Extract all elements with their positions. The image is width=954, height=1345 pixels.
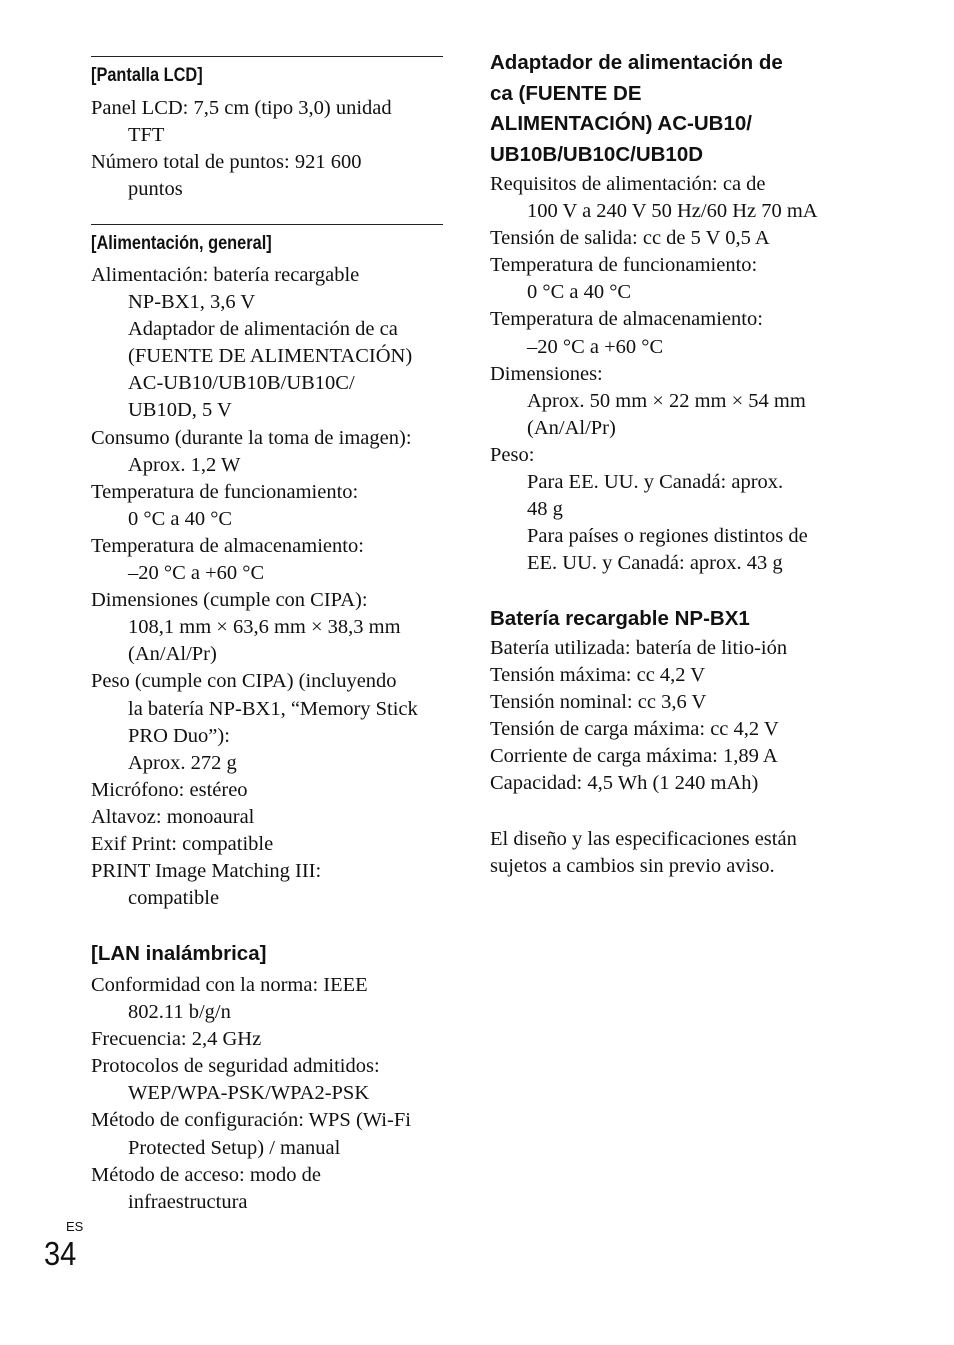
spec-line: Aprox. 50 mm × 22 mm × 54 mm (527, 389, 806, 412)
spec-line: Número total de puntos: 921 600 (91, 151, 362, 174)
spec-line: Tensión de carga máxima: cc 4,2 V (490, 718, 779, 741)
spec-line: 108,1 mm × 63,6 mm × 38,3 mm (128, 616, 401, 639)
spec-line: Frecuencia: 2,4 GHz (91, 1028, 262, 1051)
spec-line: 100 V a 240 V 50 Hz/60 Hz 70 mA (527, 200, 818, 223)
spec-line: PRO Duo”): (128, 724, 230, 747)
section-body-pantalla (91, 95, 451, 203)
spec-line: Peso: (490, 443, 535, 466)
section-body-bateria (490, 635, 850, 798)
spec-line: 0 °C a 40 °C (128, 507, 233, 530)
spec-line: Alimentación: batería recargable (91, 264, 360, 286)
spec-line: NP-BX1, 3,6 V (128, 291, 256, 314)
section-heading-lan: [LAN inalámbrica] (91, 942, 267, 965)
heading-line: UB10B/UB10C/UB10D (490, 142, 704, 166)
section-heading-pantalla: [Pantalla LCD] (91, 65, 203, 86)
spec-line: Protocolos de seguridad admitidos: (91, 1055, 380, 1078)
spec-line: infraestructura (128, 1190, 248, 1213)
spec-line: Tensión de salida: cc de 5 V 0,5 A (490, 227, 770, 250)
spec-line: Panel LCD: 7,5 cm (tipo 3,0) unidad (91, 97, 392, 119)
spec-line: Para EE. UU. y Canadá: aprox. (527, 471, 784, 494)
spec-line: (FUENTE DE ALIMENTACIÓN) (128, 345, 413, 368)
section-heading-adaptador (490, 48, 783, 170)
notice-line: El diseño y las especificaciones están (490, 828, 797, 850)
notice-line: sujetos a cambios sin previo aviso. (490, 855, 775, 878)
spec-line: Temperatura de almacenamiento: (490, 308, 763, 331)
section-divider (91, 56, 443, 57)
spec-line: –20 °C a +60 °C (128, 562, 265, 585)
heading-line: ALIMENTACIÓN) AC-UB10/ (490, 112, 752, 135)
spec-line: compatible (128, 887, 220, 910)
spec-line: WEP/WPA-PSK/WPA2-PSK (128, 1082, 370, 1105)
spec-line: 48 g (527, 498, 563, 521)
spec-line: Método de acceso: modo de (91, 1163, 321, 1186)
section-heading-bateria: Batería recargable NP-BX1 (490, 607, 750, 630)
spec-line: la batería NP-BX1, “Memory Stick (128, 697, 418, 720)
section-body-lan (91, 972, 451, 1216)
spec-line: Dimensiones: (490, 362, 603, 385)
spec-line: Temperatura de funcionamiento: (91, 480, 359, 503)
spec-line: AC-UB10/UB10B/UB10C/ (128, 372, 355, 395)
spec-line: (An/Al/Pr) (527, 416, 616, 439)
section-body-adaptador (490, 171, 850, 577)
specifications-notice (490, 826, 850, 880)
spec-line: 0 °C a 40 °C (527, 281, 632, 304)
spec-line: UB10D, 5 V (128, 399, 232, 422)
spec-line: Para países o regiones distintos de (527, 525, 808, 548)
spec-line: Protected Setup) / manual (128, 1136, 341, 1159)
spec-line: Método de configuración: WPS (Wi-Fi (91, 1109, 411, 1132)
spec-line: 802.11 b/g/n (128, 1001, 231, 1024)
spec-line: Batería utilizada: batería de litio-ión (490, 637, 788, 659)
spec-line: –20 °C a +60 °C (527, 335, 664, 358)
spec-line: Tensión nominal: cc 3,6 V (490, 691, 707, 714)
heading-line: Adaptador de alimentación de (490, 51, 783, 74)
spec-line: puntos (128, 178, 183, 201)
spec-line: Peso (cumple con CIPA) (incluyendo (91, 670, 397, 693)
spec-line: Consumo (durante la toma de imagen): (91, 426, 412, 449)
spec-line: Aprox. 1,2 W (128, 453, 241, 476)
spec-line: Adaptador de alimentación de ca (128, 318, 398, 341)
spec-line: Requisitos de alimentación: ca de (490, 173, 766, 195)
page-number: 34 (44, 1235, 77, 1272)
spec-line: Micrófono: estéreo (91, 778, 248, 801)
spec-line: Dimensiones (cumple con CIPA): (91, 589, 368, 612)
section-body-alimentacion (91, 262, 451, 912)
spec-line: Temperatura de almacenamiento: (91, 534, 364, 557)
spec-line: Capacidad: 4,5 Wh (1 240 mAh) (490, 772, 759, 795)
spec-line: Tensión máxima: cc 4,2 V (490, 664, 706, 687)
spec-line: Altavoz: monoaural (91, 805, 255, 828)
spec-line: Exif Print: compatible (91, 832, 274, 855)
language-code: ES (66, 1219, 84, 1234)
spec-line: Temperatura de funcionamiento: (490, 254, 758, 277)
spec-line: PRINT Image Matching III: (91, 860, 322, 883)
spec-line: TFT (128, 124, 165, 147)
section-heading-alimentacion: [Alimentación, general] (91, 233, 272, 254)
spec-line: EE. UU. y Canadá: aprox. 43 g (527, 552, 783, 575)
spec-line: Corriente de carga máxima: 1,89 A (490, 745, 778, 768)
spec-line: Aprox. 272 g (128, 751, 237, 774)
spec-line: (An/Al/Pr) (128, 643, 217, 666)
heading-line: ca (FUENTE DE (490, 81, 642, 105)
spec-line: Conformidad con la norma: IEEE (91, 974, 368, 996)
section-divider (91, 224, 443, 225)
